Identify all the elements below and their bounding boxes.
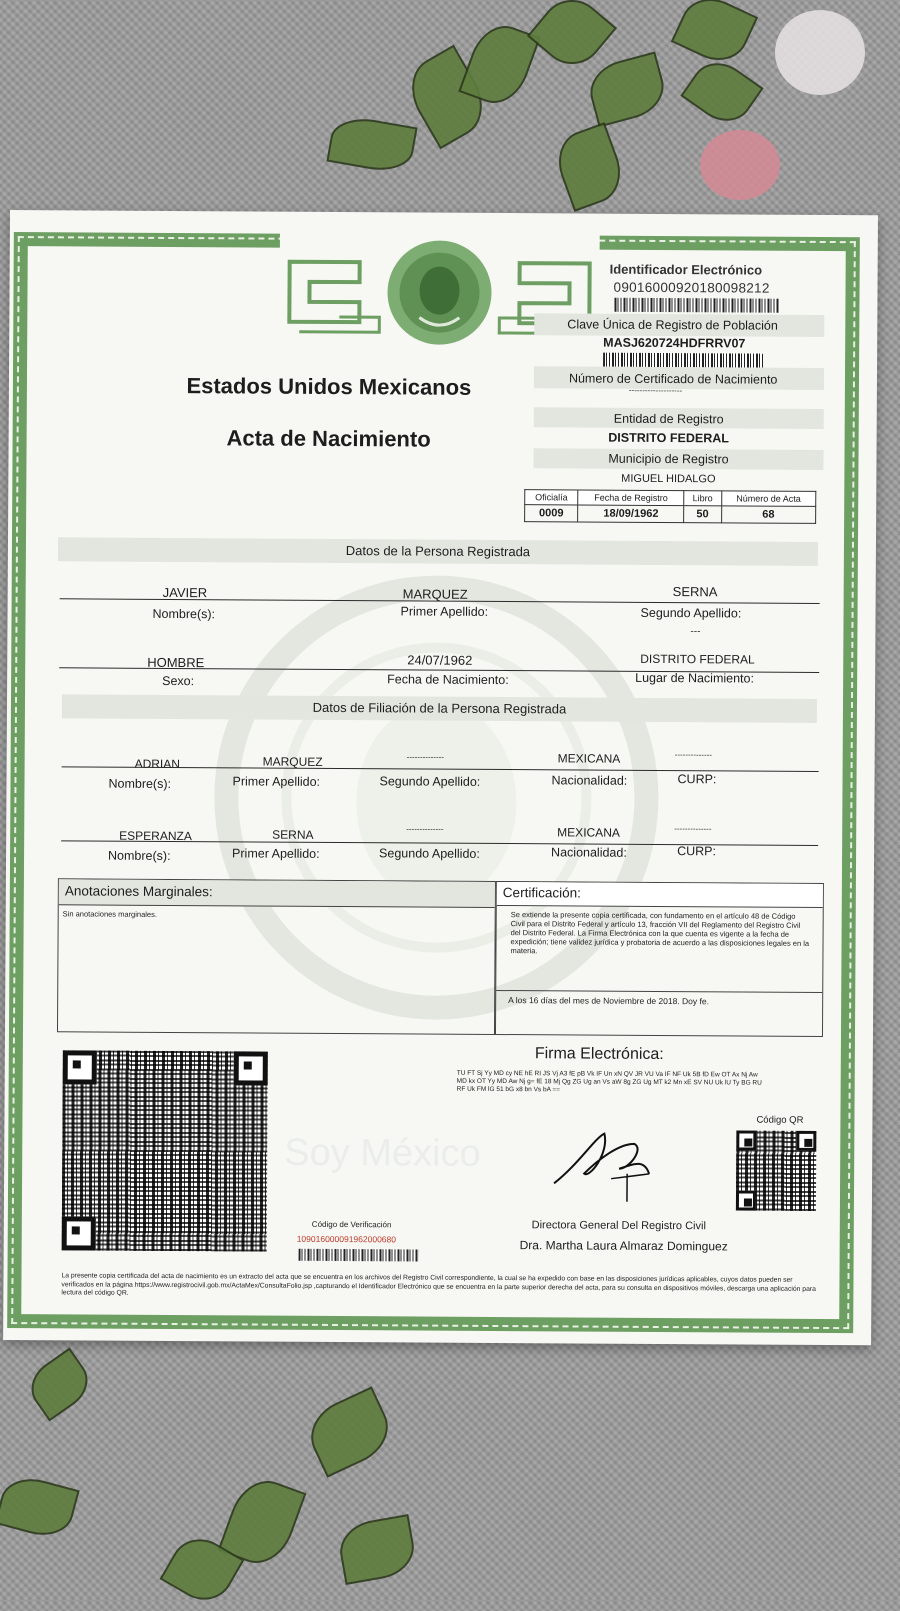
- annotations-title: Anotaciones Marginales:: [59, 879, 495, 908]
- registry-value-acta: 68: [721, 506, 816, 524]
- person-name: JAVIER: [162, 584, 208, 601]
- verification-code-label: Código de Verificación: [311, 1219, 392, 1230]
- father-first-surname-label: Primer Apellido:: [232, 774, 321, 789]
- mother-first-surname: SERNA: [272, 827, 314, 842]
- leaf-decoration: [584, 51, 671, 127]
- registry-header-libro: Libro: [684, 491, 721, 506]
- dash-placeholder: ---: [690, 626, 701, 638]
- annotations-box: [57, 878, 496, 1035]
- father-name-label: Nombre(s):: [108, 776, 172, 791]
- electronic-id-label: Identificador Electrónico: [609, 261, 763, 278]
- father-second-surname-label: Segundo Apellido:: [379, 774, 481, 789]
- mother-nationality-label: Nacionalidad:: [551, 845, 627, 860]
- mother-nationality: MEXICANA: [557, 825, 620, 840]
- watermark-text: Soy México: [284, 1131, 481, 1175]
- father-first-surname: MARQUEZ: [262, 754, 323, 769]
- registry-value-fecha: 18/09/1962: [578, 505, 684, 523]
- birth-certificate-document: [3, 210, 878, 1345]
- person-section-title: Datos de la Persona Registrada: [345, 543, 531, 560]
- qr-code-label: Código QR: [756, 1114, 804, 1126]
- mother-name-label: Nombre(s):: [108, 848, 171, 863]
- qr-finder-pattern: [234, 1051, 268, 1085]
- small-qr-code: [736, 1130, 816, 1210]
- leaf-decoration: [549, 122, 630, 212]
- annotations-text: Sin anotaciones marginales.: [62, 909, 157, 919]
- birth-cert-value: --------------------: [628, 385, 683, 396]
- country-title: Estados Unidos Mexicanos: [186, 373, 472, 400]
- footer-legal-text: La presente copia certificada del acta de nacimiento es un extracto del acta que se encuentra en los archivos del Registro Civil correspondiente, la cual se ha expedido con base en las disposiciones jurídicas aplicables, cuyos datos pueden ser verificados en la página https://www.registrocivil.gob.mx/ActaMex/ConsultaFolio.jsp ,capturando el Identificador Electrónico que se encuentra en la parte superior derecha del acta, para su consulta en dispositivos móviles, descarga una aplicación para lectura del código QR.: [61, 1272, 816, 1297]
- qr-finder-pattern: [62, 1216, 96, 1250]
- flower-decoration: [700, 130, 780, 200]
- registry-value-oficialia: 0009: [525, 505, 578, 522]
- mother-name: ESPERANZA: [119, 828, 192, 844]
- large-qr-code: [62, 1050, 268, 1251]
- mother-second-surname: --------------: [406, 824, 444, 834]
- person-birth-date: 24/07/1962: [407, 652, 473, 668]
- registry-value-libro: 50: [684, 506, 721, 523]
- electronic-id-value: 0901600092018009821​2: [613, 279, 770, 296]
- first-surname-label: Primer Apellido:: [400, 604, 489, 619]
- curp-barcode: [603, 353, 763, 368]
- certification-box: [495, 881, 824, 1037]
- name-label: Nombre(s):: [152, 606, 216, 622]
- registry-header-acta: Número de Acta: [721, 491, 816, 507]
- person-birth-place: DISTRITO FEDERAL: [640, 651, 755, 667]
- leaf-decoration: [527, 0, 617, 77]
- leaf-decoration: [680, 52, 763, 133]
- mother-second-surname-label: Segundo Apellido:: [379, 846, 480, 861]
- birth-date-label: Fecha de Nacimiento:: [387, 672, 509, 688]
- qr-finder-pattern: [736, 1130, 756, 1150]
- signer-name: Dra. Martha Laura Almaraz Dominguez: [519, 1238, 728, 1254]
- qr-finder-pattern: [63, 1050, 97, 1084]
- entity-value: DISTRITO FEDERAL: [608, 430, 729, 446]
- qr-finder-pattern: [736, 1190, 756, 1210]
- signature-hash: TU FT Sj Yy MD cy NE hE RI JS Vj A3 fE pB Vk IF Un xN QV JR VU Va IF NF Uk 5B fD Ew OT Ax Nj Aw MD kx OT Yy MD Aw Nj g= fE 18 Mj Qg ZG Ug an Vs aW 8g ZG Ug MT k2 Mn xE SV NU Uk lU Ty BG RU RF Uk FM lG 51 bG x8 bn Vs bA ==: [456, 1069, 762, 1094]
- birth-place-label: Lugar de Nacimiento:: [635, 670, 755, 686]
- parents-section-title: Datos de Filiación de la Persona Registrada: [312, 699, 567, 717]
- flower-decoration: [775, 10, 865, 95]
- leaf-decoration: [671, 0, 758, 71]
- handwritten-signature: [549, 1123, 669, 1204]
- mother-curp-label: CURP:: [677, 844, 717, 859]
- father-curp-label: CURP:: [677, 772, 717, 787]
- signer-title: Directora General Del Registro Civil: [531, 1219, 706, 1233]
- electronic-signature-title: Firma Electrónica:: [534, 1045, 664, 1064]
- leaf-decoration: [335, 1514, 418, 1585]
- father-curp: --------------: [674, 750, 713, 760]
- sex-label: Sexo:: [162, 673, 195, 689]
- father-nationality-label: Nacionalidad:: [551, 773, 628, 788]
- curp-label: Clave Única de Registro de Población: [567, 317, 778, 333]
- person-first-surname: MARQUEZ: [402, 586, 468, 602]
- mother-first-surname-label: Primer Apellido:: [232, 846, 320, 861]
- leaf-decoration: [300, 1386, 399, 1477]
- municipality-label: Municipio de Registro: [608, 451, 729, 467]
- certification-title: Certificación:: [497, 882, 823, 908]
- registry-table: [524, 489, 816, 524]
- mother-curp: --------------: [674, 824, 712, 834]
- qr-finder-pattern: [796, 1131, 816, 1151]
- verification-code-value: 109016000091962000680: [296, 1233, 397, 1245]
- verification-barcode: [299, 1249, 419, 1262]
- registry-header-oficialia: Oficialía: [525, 490, 578, 505]
- electronic-id-barcode: [614, 298, 779, 313]
- person-second-surname: SERNA: [672, 584, 718, 600]
- certification-text: Se extiende la presente copia certificada, con fundamento en el artículo 48 de Código Civil para el Distrito Federal y artículo 13, fracción VII del Reglamento del Registro Civil del Distrito Federal. La Firma Electrónica con la que cuenta es vigente a la fecha de expedición; tiene validez jurídica y probatoria de acuerdo a las disposiciones legales en la materia.: [510, 910, 810, 956]
- municipality-value: MIGUEL HIDALGO: [621, 472, 716, 486]
- entity-label: Entidad de Registro: [613, 411, 724, 427]
- document-title: Acta de Nacimiento: [226, 425, 431, 452]
- second-surname-label: Segundo Apellido:: [640, 605, 742, 621]
- leaf-decoration: [326, 113, 417, 176]
- person-sex: HOMBRE: [147, 654, 205, 671]
- father-second-surname: --------------: [406, 752, 444, 762]
- leaf-decoration: [21, 1348, 97, 1422]
- father-nationality: MEXICANA: [557, 751, 621, 766]
- registry-header-fecha: Fecha de Registro: [578, 490, 684, 506]
- certification-date: A los 16 días del mes de Noviembre de 2018. Doy fe.: [496, 990, 822, 1011]
- leaf-decoration: [0, 1471, 80, 1542]
- curp-value: MASJ620724HDFRRV07: [603, 335, 746, 351]
- birth-cert-label: Número de Certificado de Nacimiento: [568, 371, 778, 387]
- father-name: ADRIAN: [134, 756, 181, 772]
